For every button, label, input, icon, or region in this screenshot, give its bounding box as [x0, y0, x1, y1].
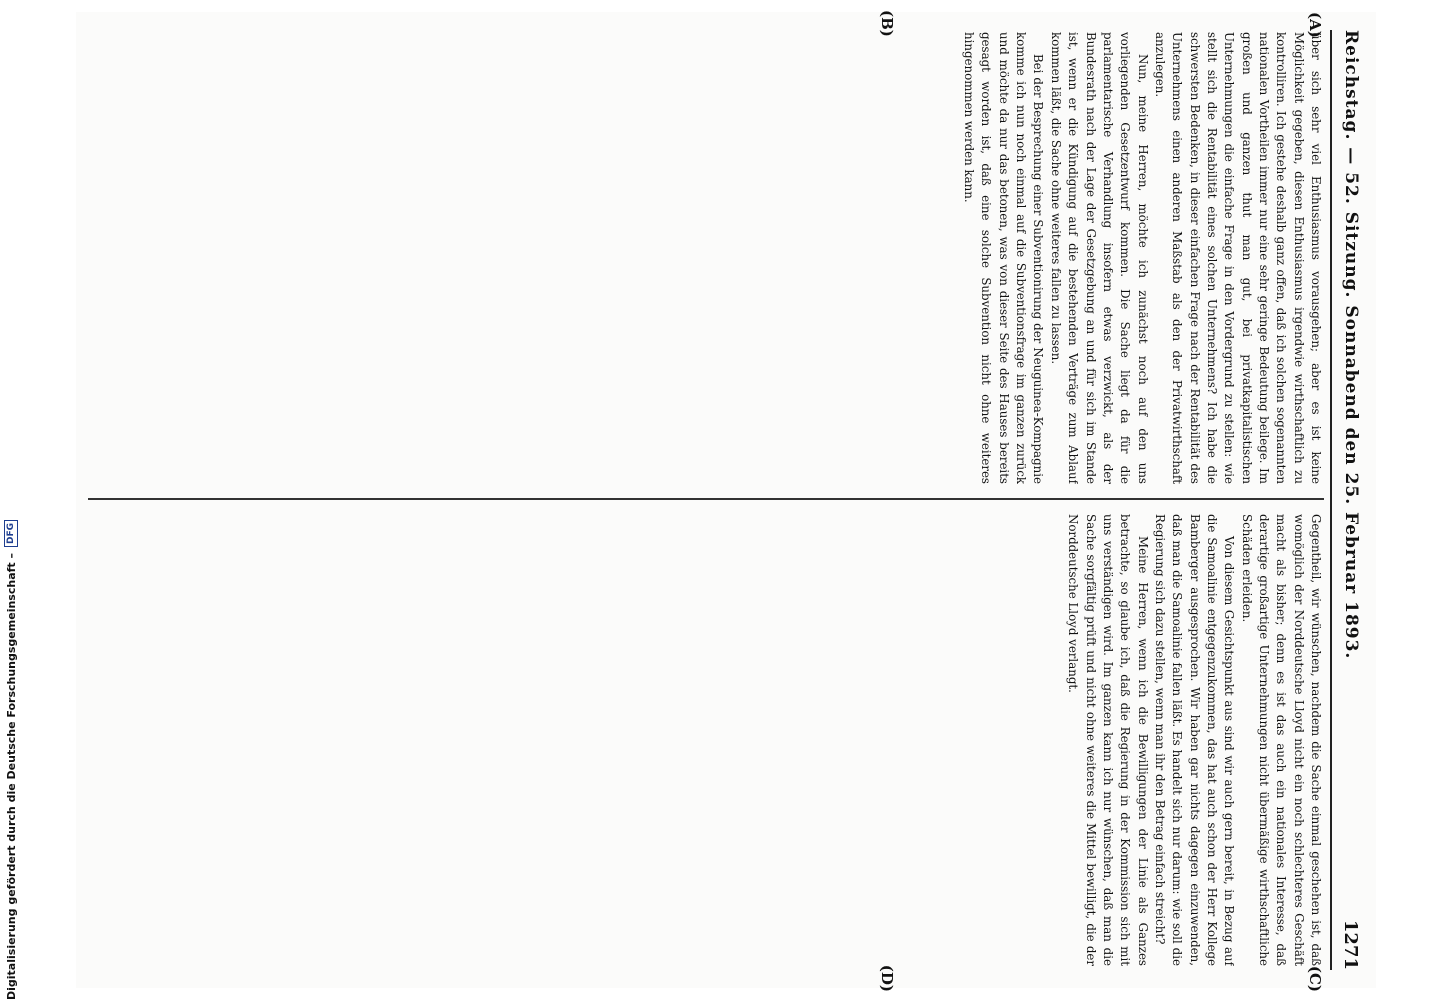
- paragraph: Meine Herren, wenn ich die Bewilligungen der Linie als Ganzes betrachte, so glaube ich, daß die Regierung in der Kommission sich mit uns verständigen wird. Im ganzen kann ich nur wünschen, daß man die Sache sorgfältig prüft und nicht ohne weiteres die Mittel bewilligt, die der Norddeutsche Lloyd verlangt.: [1066, 514, 1150, 966]
- digitization-credit: [0, 522, 22, 1000]
- section-marker-a: (A): [1306, 12, 1324, 38]
- paragraph: Bei der Besprechung einer Subventionirung der Neuguinea-Kompagnie komme ich nun noch einmal auf die Subventionsfrage im ganzen zurück und möchte da nur das betonen, was von dieser Seite des Hauses bereits gesagt worden ist, daß eine solche Subvention nicht ohne weiteres hingenommen werden kann.: [962, 32, 1046, 484]
- right-column: [90, 514, 1324, 966]
- section-marker-c: (C): [1306, 965, 1324, 992]
- section-marker-d: (D): [878, 964, 896, 992]
- dfg-logo-icon: DFG: [4, 520, 18, 547]
- left-column: [90, 32, 1324, 484]
- page-header: [1334, 30, 1368, 970]
- section-marker-b: (B): [878, 10, 896, 37]
- page-number: 1271: [1340, 919, 1362, 970]
- header-rule: [1330, 30, 1332, 970]
- credit-text: Digitalisierung gefördert durch die Deutsche Forschungsgemeinschaft –: [4, 553, 18, 1000]
- header-title: Reichstag. — 52. Sitzung. Sonnabend den 25. Februar 1893.: [1341, 30, 1361, 660]
- paragraph: über sich sehr viel Enthusiasmus vorausgehen; aber es ist keine Möglichkeit gegeben, diesen Enthusiasmus irgendwie wirthschaftlich zu kontrolliren. Ich gestehe deshalb ganz offen, daß ich solchen sogenannten nationalen Vortheilen immer nur eine sehr geringe Bedeutung beilege. Im großen und ganzen thut man gut, bei privatkapitalistischen Unternehmungen die einfache Frage in den Vordergrund zu stellen: wie stellt sich die Rentabilität eines solchen Unternehmens? Ich habe die schwersten Bedenken, in dieser einfachen Frage nach der Rentabilität des Unternehmens einen anderen Maßstab als den der Privatwirthschaft anzulegen.: [1152, 32, 1323, 484]
- column-divider: [88, 498, 1324, 500]
- paragraph: Gegentheil, wir wünschen, nachdem die Sache einmal geschehen ist, daß womöglich der Norddeutsche Lloyd nicht ein noch schlechteres Geschäft macht als bisher; denn es ist das auch ein nationales Interesse, daß derartige großartige Unternehmungen nicht übermäßige wirthschaftliche Schäden erleiden.: [1239, 514, 1323, 966]
- scanned-page: [76, 10, 1376, 992]
- paragraph: Nun, meine Herren, möchte ich zunächst noch auf den uns vorliegenden Gesetzentwurf kommen. Die Sache liegt da für die parlamentarische Verhandlung insofern etwas verzwickt, als der Bundesrath nach der Lage der Gesetzgebung an und für sich im Stande ist, wenn er die Kündigung auf die bestehenden Verträge zum Ablauf kommen läßt, die Sache ohne weiteres fallen zu lassen.: [1048, 32, 1150, 484]
- paragraph: Von diesem Gesichtspunkt aus sind wir auch gern bereit, in Bezug auf die Samoalinie entgegenzukommen, das hat auch schon der Herr Kollege Bamberger ausgesprochen. Wir haben gar nichts dagegen einzuwenden, daß man die Samoalinie fallen läßt. Es handelt sich nur darum: wie soll die Regierung sich dazu stellen, wenn man ihr den Betrag einfach streicht?: [1152, 514, 1237, 966]
